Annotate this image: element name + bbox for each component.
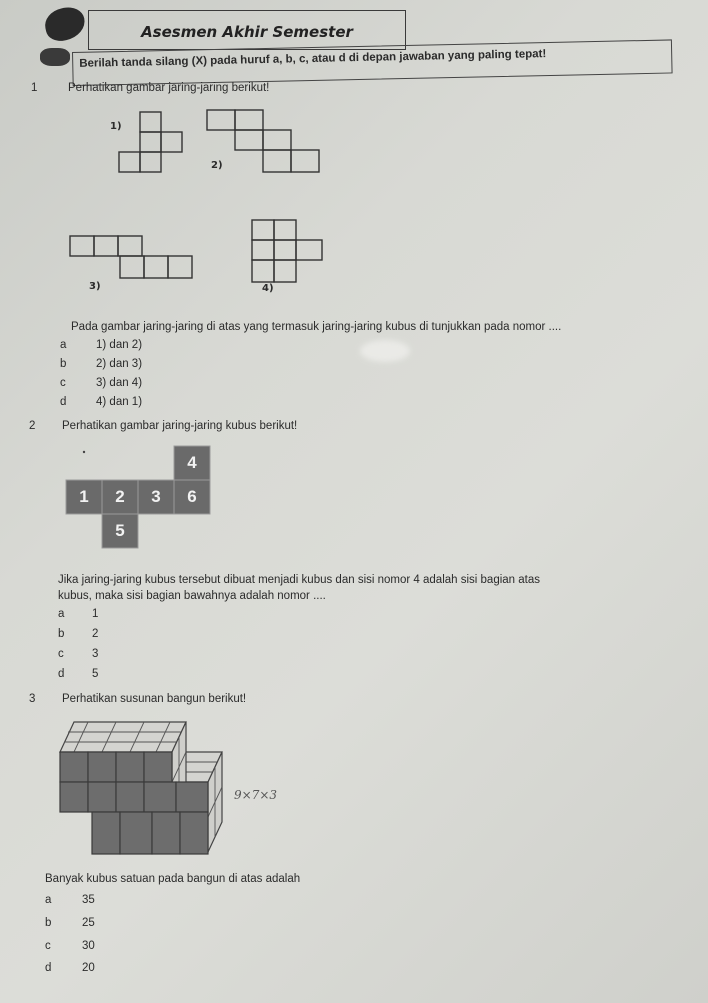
cube-face: 1 <box>79 487 89 506</box>
option-text[interactable]: 2 <box>92 628 99 640</box>
option-letter: a <box>45 894 52 906</box>
option-text[interactable]: 1) dan 2) <box>96 339 143 351</box>
question-prompt: Perhatikan gambar jaring-jaring kubus berikut! <box>62 420 298 432</box>
option-text[interactable]: 20 <box>82 962 95 974</box>
question-number: 2 <box>29 420 36 432</box>
question-text: Jika jaring-jaring kubus tersebut dibuat menjadi kubus dan sisi nomor 4 adalah sisi bagian atas <box>58 574 541 586</box>
option-letter: a <box>58 608 65 620</box>
option-letter: b <box>45 917 52 929</box>
question-prompt: Perhatikan susunan bangun berikut! <box>62 693 247 705</box>
option-text[interactable]: 35 <box>82 894 95 906</box>
option-text[interactable]: 3 <box>92 648 99 660</box>
option-text[interactable]: 1 <box>92 608 99 620</box>
question-number: 3 <box>29 693 36 705</box>
cube-face: 5 <box>115 521 125 540</box>
question-number: 1 <box>31 82 38 94</box>
net-label: 4) <box>262 283 274 294</box>
question-text: Pada gambar jaring-jaring di atas yang termasuk jaring-jaring kubus di tunjukkan pada nomor .... <box>71 321 562 333</box>
option-letter: c <box>45 940 51 952</box>
option-text[interactable]: 4) dan 1) <box>96 396 143 408</box>
option-letter: c <box>58 648 64 660</box>
net-label: 1) <box>110 121 122 132</box>
instruction-box: Berilah tanda silang (X) pada huruf a, b, c, atau d di depan jawaban yang paling tepat! <box>72 39 673 86</box>
option-letter: d <box>60 396 67 408</box>
option-letter: d <box>45 962 52 974</box>
net-label: 2) <box>211 160 223 171</box>
option-text[interactable]: 2) dan 3) <box>96 358 143 370</box>
option-text[interactable]: 30 <box>82 940 95 952</box>
option-text[interactable]: 25 <box>82 917 95 929</box>
option-letter: d <box>58 668 65 680</box>
question-text: Banyak kubus satuan pada bangun di atas adalah <box>45 873 301 885</box>
handwritten-note: 9×7×3 <box>234 788 278 802</box>
question-text: kubus, maka sisi bagian bawahnya adalah nomor .... <box>58 590 326 602</box>
cube-face: 2 <box>115 487 125 506</box>
cube-face: 3 <box>151 487 161 506</box>
cube-face: 6 <box>187 487 197 506</box>
page-title: Asesmen Akhir Semester <box>88 10 406 50</box>
option-letter: c <box>60 377 66 389</box>
option-text[interactable]: 3) dan 4) <box>96 377 143 389</box>
cube-face: 4 <box>187 453 197 472</box>
option-letter: b <box>58 628 65 640</box>
option-letter: a <box>60 339 67 351</box>
net-label: 3) <box>89 281 101 292</box>
option-text[interactable]: 5 <box>92 668 99 680</box>
question-prompt: Perhatikan gambar jaring-jaring berikut! <box>68 82 270 94</box>
option-letter: b <box>60 358 67 370</box>
